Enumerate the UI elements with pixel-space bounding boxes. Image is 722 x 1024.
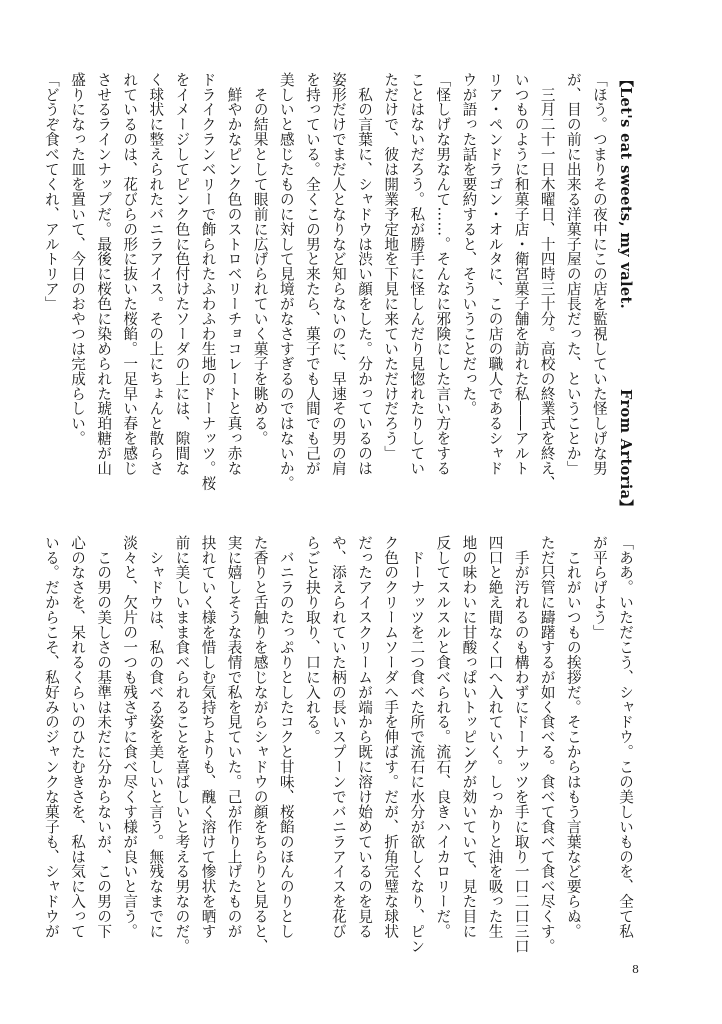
text-line: 私の言葉に、シャドウは渋い顔をした。分かっているのは — [356, 72, 374, 476]
text-line: 盛りになった皿を置いて、今日のおやつは完成らしい。 — [69, 72, 87, 446]
text-line: 心のなさを、呆れるくらいのひたむきさを、私は気に入って — [69, 535, 87, 939]
text-line: ドーナッツを二つ食べた所で流石に水分が欲しくなり、ピン — [408, 535, 426, 954]
text-line: 抉れていく様を惜しむ気持ちよりも、醜く溶けて惨状を晒す — [199, 535, 217, 939]
text-line: 三月二十一日木曜日、十四時三十分。高校の終業式を終え、 — [538, 72, 556, 491]
text-line: いる。だからこそ、私好みのジャンクな菓子も、シャドウが — [42, 535, 60, 939]
text-line: ただ只管に躊躇するが如く食べる。食べて食べて食べ尽くす。 — [538, 535, 556, 954]
text-line: れているのは、花びらの形に抜いた桜餡。一足早い春を感じ — [121, 72, 139, 476]
text-line: が、目の前に出来る洋菓子屋の店長だった、ということか」 — [564, 72, 582, 476]
text-line: 鮮やかなピンク色のストロベリーチョコレートと真っ赤な — [225, 72, 243, 476]
page-number: 8 — [632, 963, 639, 976]
text-line: 実に嬉しそうな表情で私を見ていた。己が作り上げたものが — [225, 535, 243, 939]
text-line: 淡々と、欠片の一つも残さずに食べ尽くす様が良いと言う。 — [121, 535, 139, 939]
story-heading — [612, 72, 638, 514]
text-line: だったアイスクリームが端から既に溶け始めているのを見る — [356, 535, 374, 939]
text-line: が平らげよう」 — [590, 535, 608, 640]
text-line: く球状に整えられたバニラアイス。その上にちょんと散らさ — [147, 72, 165, 476]
lower-text-block — [42, 535, 638, 955]
text-line: この男の美しさの基準は未だに分からないが、この男の下 — [95, 535, 113, 939]
text-line: 反してスルスルと食べられる。流石、良きハイカロリーだ。 — [434, 535, 452, 939]
upper-text-block — [38, 72, 638, 514]
text-line: 四口と絶え間なく口へ入れていく。しっかりと油を吸った生 — [486, 535, 504, 939]
text-line: ただけで、彼は開業予定地を下見に来ていただけだろう」 — [382, 72, 400, 461]
text-line: や、添えられていた柄の長いスプーンでバニラアイスを花び — [329, 535, 347, 939]
text-line: 姿形だけでまだ人となりなど知らないのに、早速その男の肩 — [329, 72, 347, 476]
text-line: ことはないだろう。私が勝手に怪しんだり見惚れたりしてい — [408, 72, 426, 476]
text-line: ク色のクリームソーダへ手を伸ばす。だが、折角完璧な球状 — [382, 535, 400, 939]
heading-attribution: From Artoria】 — [617, 388, 634, 514]
text-line: これがいつもの挨拶だ。そこからはもう言葉など要らぬ。 — [564, 535, 582, 939]
text-line: その結果として眼前に広げられていく菓子を眺める。 — [251, 72, 269, 446]
text-line: をイメージしてピンク色に色付けたソーダの上には、隙間な — [173, 72, 191, 476]
text-line: 美しいと感じたものに対して見境がなさすぎるのではないか。 — [277, 72, 295, 491]
text-line: シャドウは、私の食べる姿を美しいと言う。無残なまでに — [147, 535, 165, 939]
text-line: させるラインナップだ。最後に桜色に染められた琥珀糖が山 — [95, 72, 113, 476]
text-line: バニラのたっぷりとしたコクと甘味、桜餡のほんのりとし — [277, 535, 295, 939]
text-line: いつものように和菓子店・衛宮菓子舗を訪れた私――アルト — [512, 72, 530, 476]
text-line: た香りと舌触りを感じながらシャドウの顔をちらりと見ると、 — [251, 535, 269, 954]
text-line: ドライクランベリーで飾られたふわふわ生地のドーナッツ。桜 — [199, 72, 217, 491]
text-line: リア・ペンドラゴン・オルタに、この店の職人であるシャド — [486, 72, 504, 476]
text-line: を持っている。全くこの男と来たら、菓子でも人間でも己が — [303, 72, 321, 476]
text-line: 地の味わいに甘酸っぱいトッピングが効いていて、見た目に — [460, 535, 478, 939]
text-line: 「ほう。つまりその夜中にこの店を監視していた怪しげな男 — [590, 72, 608, 476]
text-line: ウが語った話を要約すると、そういうことだった。 — [460, 72, 478, 416]
text-line: 「どうぞ食べてくれ、アルトリア」 — [42, 72, 60, 312]
text-line: 前に美しいまま食べられることを喜ばしいと考える男なのだ。 — [173, 535, 191, 954]
text-line: らごと抉り取り、口に入れる。 — [303, 535, 321, 745]
text-line: 「怪しげな男なんて……。そんなに邪険にした言い方をする — [434, 72, 452, 476]
text-line: 「ああ。いただこう、シャドウ。この美しいものを、全て私 — [617, 535, 634, 939]
text-line: 手が汚れるのも構わずにドーナッツを手に取り一口二口三口 — [512, 535, 530, 954]
heading-title: 【Let's eat sweets, my valet. — [617, 72, 634, 310]
